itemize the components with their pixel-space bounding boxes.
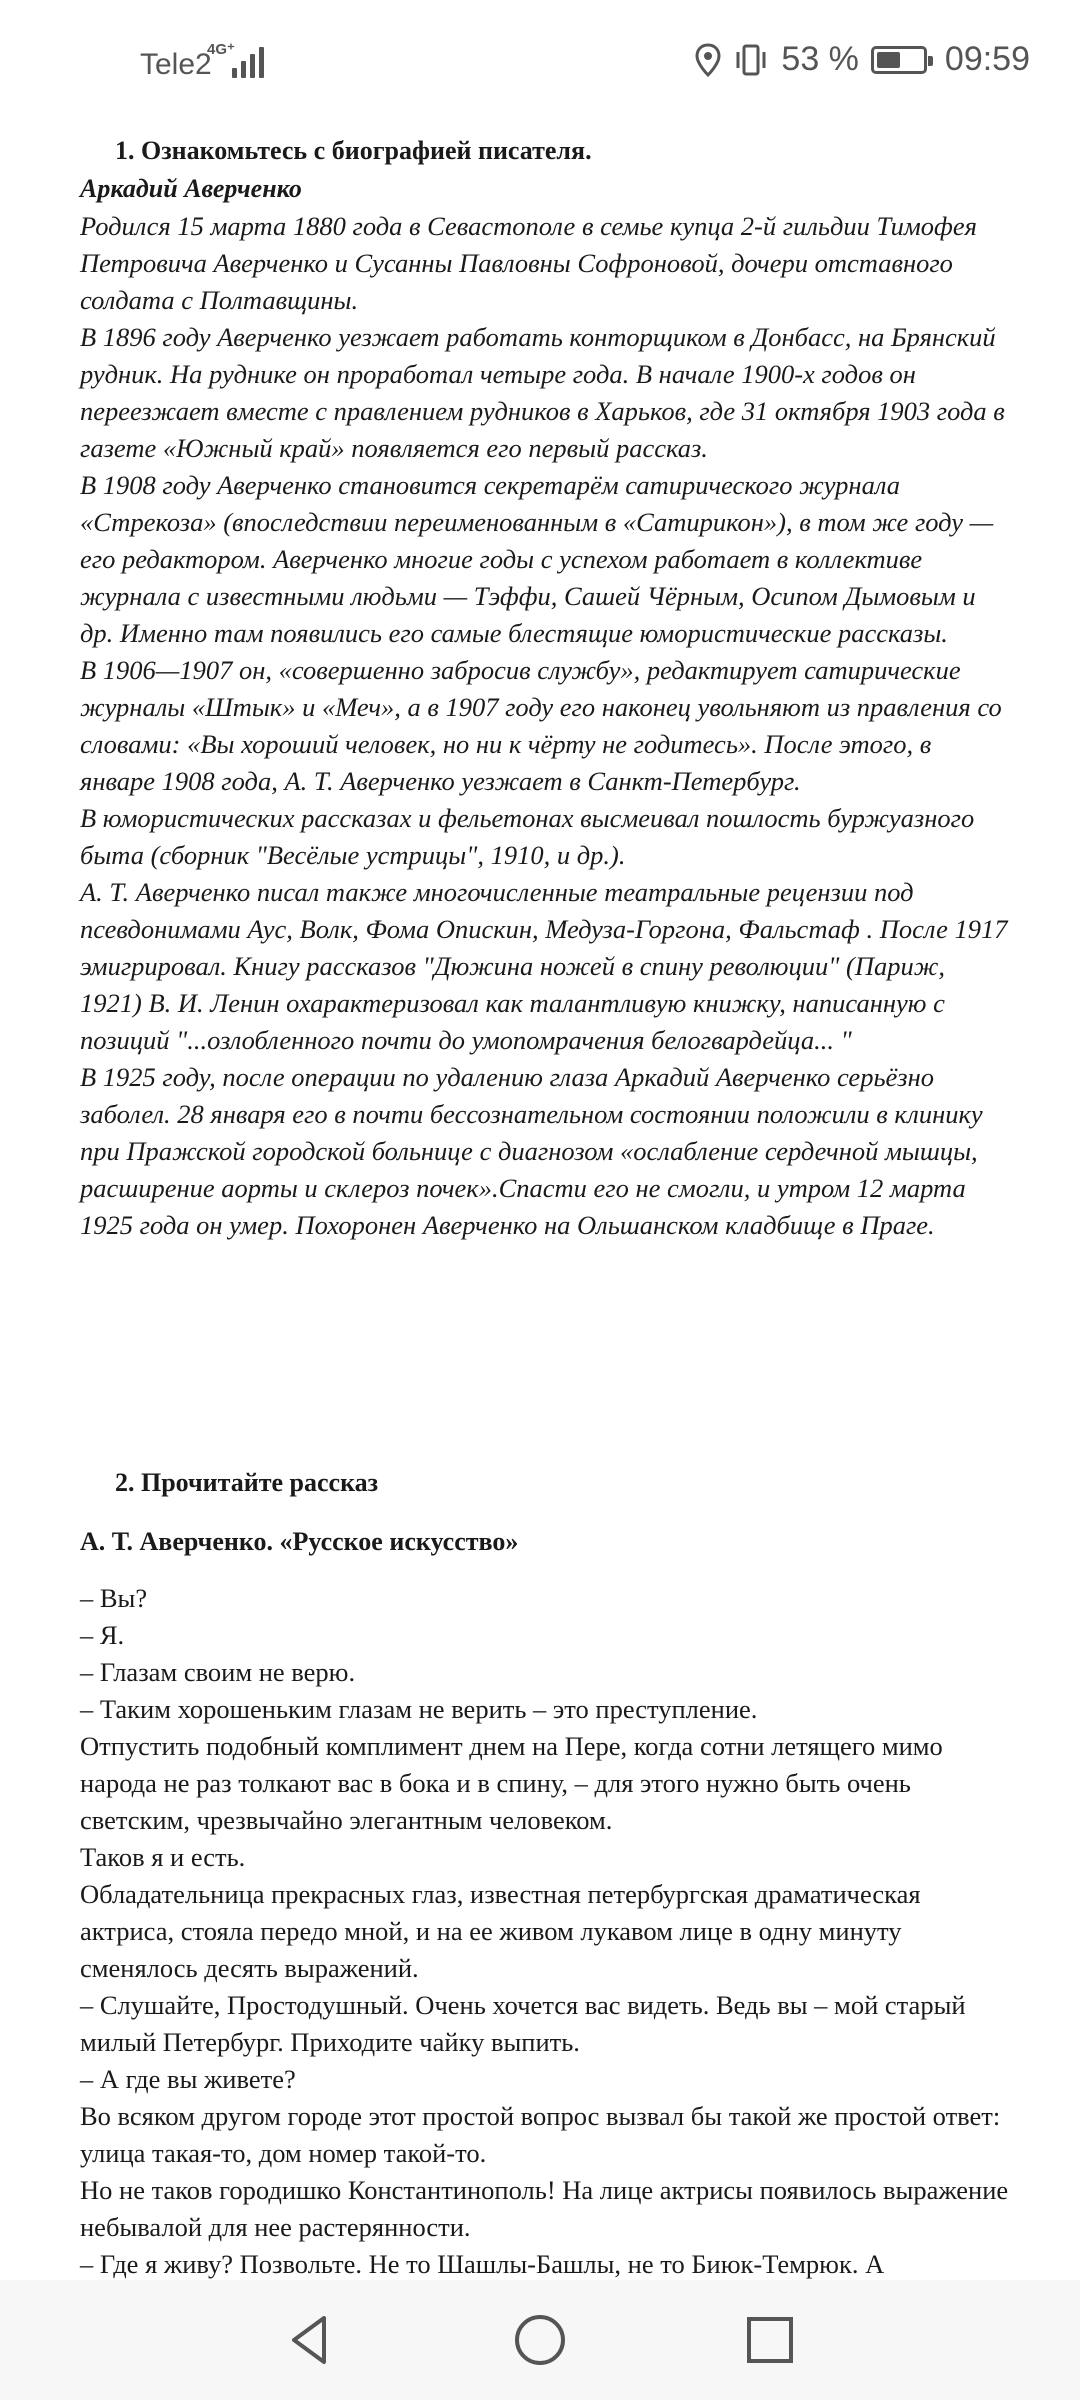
bio-paragraph: Родился 15 марта 1880 года в Севастополе в семье купца 2-й гильдии Тимофея Петровича Аверченко и Сусанны Павловны Софроновой, дочери отставного солдата с Полтавщины.	[80, 211, 977, 315]
signal-icon	[232, 42, 264, 78]
section-heading-biography: 1. Ознакомьтесь с биографией писателя.	[115, 136, 592, 165]
story-text	[80, 1580, 1020, 2283]
bio-paragraph: А. Т. Аверченко писал также многочисленные театральные рецензии под псевдонимами Аус, Волк, Фома Опискин, Медуза-Горгона, Фальстаф . После 1917 эмигрировал. Книгу рассказов "Дюжина ножей в спину революции" (Париж, 1921) В. И. Ленин охарактеризовал как талантливую книжку, написанную с позиций "...озлобленного почти до умопомрачения белогвардейца... "	[80, 877, 1008, 1055]
story-line: Во всяком другом городе этот простой вопрос вызвал бы такой же простой ответ: улица такая-то, дом номер такой-то.	[80, 2101, 1001, 2168]
home-icon[interactable]	[510, 2310, 570, 2370]
author-name: Аркадий Аверченко	[80, 174, 302, 203]
story-line: – Я.	[80, 1620, 125, 1650]
vibrate-icon	[733, 42, 769, 78]
bio-paragraph: В 1925 году, после операции по удалению глаза Аркадий Аверченко серьёзно заболел. 28 января его в почти бессознательном состоянии положили в клинику при Пражской городской больнице с диагнозом «ослабление сердечной мышцы, расширение аорты и склероз почек».Спасти его не смогли, и утром 12 марта 1925 года он умер. Похоронен Аверченко на Ольшанском кладбище в Праге.	[80, 1062, 983, 1240]
story-line: – Глазам своим не верю.	[80, 1657, 356, 1687]
story-title: А. Т. Аверченко. «Русское искусство»	[80, 1527, 519, 1556]
biography-text	[80, 208, 1010, 1244]
story-line: Но не таков городишко Константинополь! На лице актрисы появилось выражение небывалой для нее растерянности.	[80, 2175, 1009, 2242]
location-icon	[695, 43, 721, 77]
recent-apps-icon[interactable]	[740, 2310, 800, 2370]
story-line: – Слушайте, Простодушный. Очень хочется вас видеть. Ведь вы – мой старый милый Петербург. Приходите чайку выпить.	[80, 1990, 966, 2057]
battery-level	[877, 52, 900, 68]
back-icon[interactable]	[280, 2310, 340, 2370]
bio-paragraph: В 1896 году Аверченко уезжает работать конторщиком в Донбасс, на Брянский рудник. На руднике он проработал четыре года. В начале 1900-х годов он переезжает вместе с правлением рудников в Харьков, где 31 октября 1903 года в газете «Южный край» появляется его первый рассказ.	[80, 322, 1005, 463]
carrier-name: Tele2	[140, 48, 212, 81]
story-line: – А где вы живете?	[80, 2064, 296, 2094]
section-heading-read-story: 2. Прочитайте рассказ	[115, 1468, 379, 1497]
battery-icon	[871, 46, 927, 74]
battery-percent: 53 %	[781, 40, 859, 78]
network-type: 4G⁺	[207, 41, 235, 58]
story-line: – Вы?	[80, 1583, 148, 1613]
status-bar	[0, 0, 1080, 130]
story-line: – Таким хорошеньким глазам не верить – это преступление.	[80, 1694, 758, 1724]
bio-paragraph: В юмористических рассказах и фельетонах высмеивал пошлость буржуазного быта (сборник "Весёлые устрицы", 1910, и др.).	[80, 803, 975, 870]
bio-paragraph: В 1906—1907 он, «совершенно забросив службу», редактирует сатирические журналы «Штык» и «Меч», а в 1907 году его наконец увольняют из правления со словами: «Вы хороший человек, но ни к чёрту не годитесь». После этого, в январе 1908 года, А. Т. Аверченко уезжает в Санкт-Петербург.	[80, 655, 1002, 796]
story-line: Отпустить подобный комплимент днем на Пере, когда сотни летящего мимо народа не раз толкают вас в бока и в спину, – для этого нужно быть очень светским, чрезвычайно элегантным человеком.	[80, 1731, 943, 1835]
bio-paragraph: В 1908 году Аверченко становится секретарём сатирического журнала «Стрекоза» (впоследствии переименованным в «Сатирикон»), в том же году — его редактором. Аверченко многие годы с успехом работает в коллективе журнала с известными людьми — Тэффи, Сашей Чёрным, Осипом Дымовым и др. Именно там появились его самые блестящие юмористические рассказы.	[80, 470, 994, 648]
story-line: Обладательница прекрасных глаз, известная петербургская драматическая актриса, стояла передо мной, и на ее живом лукавом лице в одну минуту сменялось десять выражений.	[80, 1879, 921, 1983]
story-line: – Где я живу? Позвольте. Не то Шашлы-Башлы, не то Биюк-Темрюк. А	[80, 2249, 885, 2279]
clock: 09:59	[944, 40, 1030, 78]
story-line: Таков я и есть.	[80, 1842, 246, 1872]
navigation-bar	[0, 2280, 1080, 2400]
